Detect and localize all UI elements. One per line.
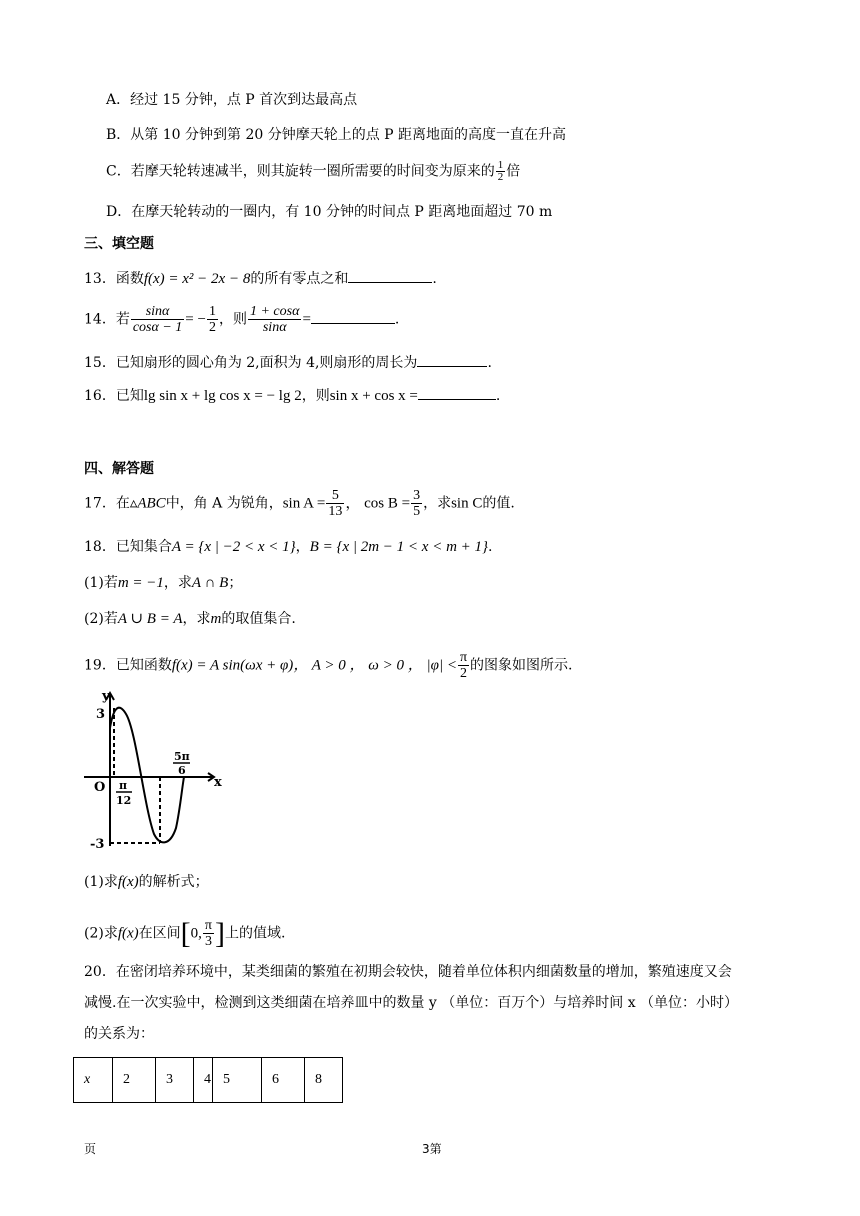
q14-fraction-3: $\frac{1 + \cos\alpha}{\sin\alpha}$ [249, 304, 300, 335]
table-header-cell: x [74, 1058, 113, 1103]
question-20-line-2: 减慢.在一次实验中，检测到这类细菌在培养皿中的数量 y （单位：百万个）与培养时间 x （单位：小时） [84, 995, 739, 1011]
q17-cos-fraction: $\frac{3}{5}$ [413, 488, 421, 519]
option-d: D．在摩天轮转动的一圈内，有 10 分钟的时间点 P 距离地面超过 70 m [106, 204, 553, 220]
question-19-part-2: (2)求f(x)在区间[0, $\frac{\pi}{3}$ ]上的值域. [84, 916, 286, 950]
option-a: A．经过 15 分钟，点 P 首次到达最高点 [106, 92, 358, 108]
question-18-part-2: (2)若A ∪ B = A，求m的取值集合. [84, 611, 296, 627]
question-19-part-1: (1)求f(x)的解析式； [84, 874, 209, 890]
table-cell: 6 [262, 1058, 305, 1103]
answer-blank [418, 385, 496, 400]
option-c [106, 160, 520, 183]
question-13: 13．函数f(x) = x² − 2x − 8的所有零点之和 . [84, 268, 437, 289]
q19-phi-bound: $\frac{\pi}{2}$ [459, 650, 468, 681]
question-20-line-1: 20．在密闭培养环境中，某类细菌的繁殖在初期会较快，随着单位体积内细菌数量的增加，繁殖速度又会 [84, 964, 732, 980]
graph-x-label: x [214, 775, 222, 790]
graph-origin-label: O [94, 780, 106, 795]
table-cell: 8 [305, 1058, 343, 1103]
q19-function: f(x) = A sin(ωx + φ) [171, 657, 294, 674]
option-c-text: C．若摩天轮转速减半，则其旋转一圈所需要的时间变为原来的 [106, 163, 495, 180]
table-row [74, 1058, 343, 1103]
graph-x1-num: π [119, 779, 128, 792]
option-c-fraction: $\frac{1}{2}$ [497, 159, 504, 183]
q16-condition: lg sin x + lg cos x = − lg 2 [143, 388, 302, 404]
option-c-suffix: 倍 [506, 163, 521, 180]
graph-max-label: 3 [96, 707, 106, 722]
graph-x2-den: 6 [178, 764, 186, 777]
sine-curve [110, 708, 184, 843]
q17-sin-fraction: $\frac{5}{13}$ [328, 488, 343, 519]
sine-graph-figure [84, 688, 229, 853]
question-15: 15．已知扇形的圆心角为 2,面积为 4,则扇形的周长为 . [84, 352, 492, 373]
answer-blank [348, 268, 432, 283]
question-14: 14．若 $\frac{\sin\alpha}{\cos\alpha - 1}$ = − $\frac{1}{2}$ ，则 $\frac{1 + \cos\alpha}{\sin\alpha}$ = . [84, 304, 400, 335]
table-cell: 3 [156, 1058, 194, 1103]
set-b: B = {x | 2m − 1 < x < m + 1} [309, 539, 489, 555]
section-4-heading: 四、解答题 [84, 461, 154, 477]
answer-blank [417, 352, 487, 367]
footer-page-number: 3第 [422, 1142, 442, 1156]
section-3-heading: 三、填空题 [84, 236, 154, 252]
q14-fraction-2: $\frac{1}{2}$ [208, 304, 216, 335]
graph-min-label: -3 [90, 837, 105, 852]
option-b: B．从第 10 分钟到第 20 分钟摩天轮上的点 P 距离地面的高度一直在升高 [106, 127, 567, 143]
table-cell: 5 [213, 1058, 262, 1103]
q14-fraction-1: $\frac{\sin\alpha}{\cos\alpha - 1}$ [132, 304, 183, 335]
question-16: 16．已知lg sin x + lg cos x = − lg 2，则sin x + cos x = . [84, 385, 500, 406]
question-17: 17．在▵ABC中，角 A 为锐角，sin A = $\frac{5}{13}$ ， cos B = $\frac{3}{5}$ ，求sin C的值. [84, 488, 515, 519]
data-table [73, 1057, 343, 1103]
footer-left: 页 [84, 1142, 97, 1156]
answer-blank [311, 309, 395, 324]
table-cell: 2 [113, 1058, 156, 1103]
graph-y-label: y [102, 689, 110, 704]
table-cell: 4 [194, 1058, 213, 1103]
question-18-part-1: (1)若m = −1，求A ∩ B； [84, 575, 243, 591]
graph-x1-den: 12 [116, 794, 132, 807]
q13-function: f(x) = x² − 2x − 8 [143, 271, 251, 287]
set-a: A = {x | −2 < x < 1} [171, 539, 296, 555]
q19-interval-fraction: $\frac{\pi}{3}$ [204, 918, 212, 949]
question-18: 18．已知集合A = {x | −2 < x < 1}，B = {x | 2m − 1 < x < m + 1}. [84, 539, 493, 555]
question-19: 19．已知函数f(x) = A sin(ωx + φ)， A > 0 ， ω > 0 ， |φ| < $\frac{\pi}{2}$ 的图象如图所示. [84, 650, 573, 681]
question-20-line-3: 的关系为： [84, 1026, 154, 1042]
q16-target: sin x + cos x = [329, 388, 418, 404]
graph-x2-num: 5π [174, 750, 190, 763]
